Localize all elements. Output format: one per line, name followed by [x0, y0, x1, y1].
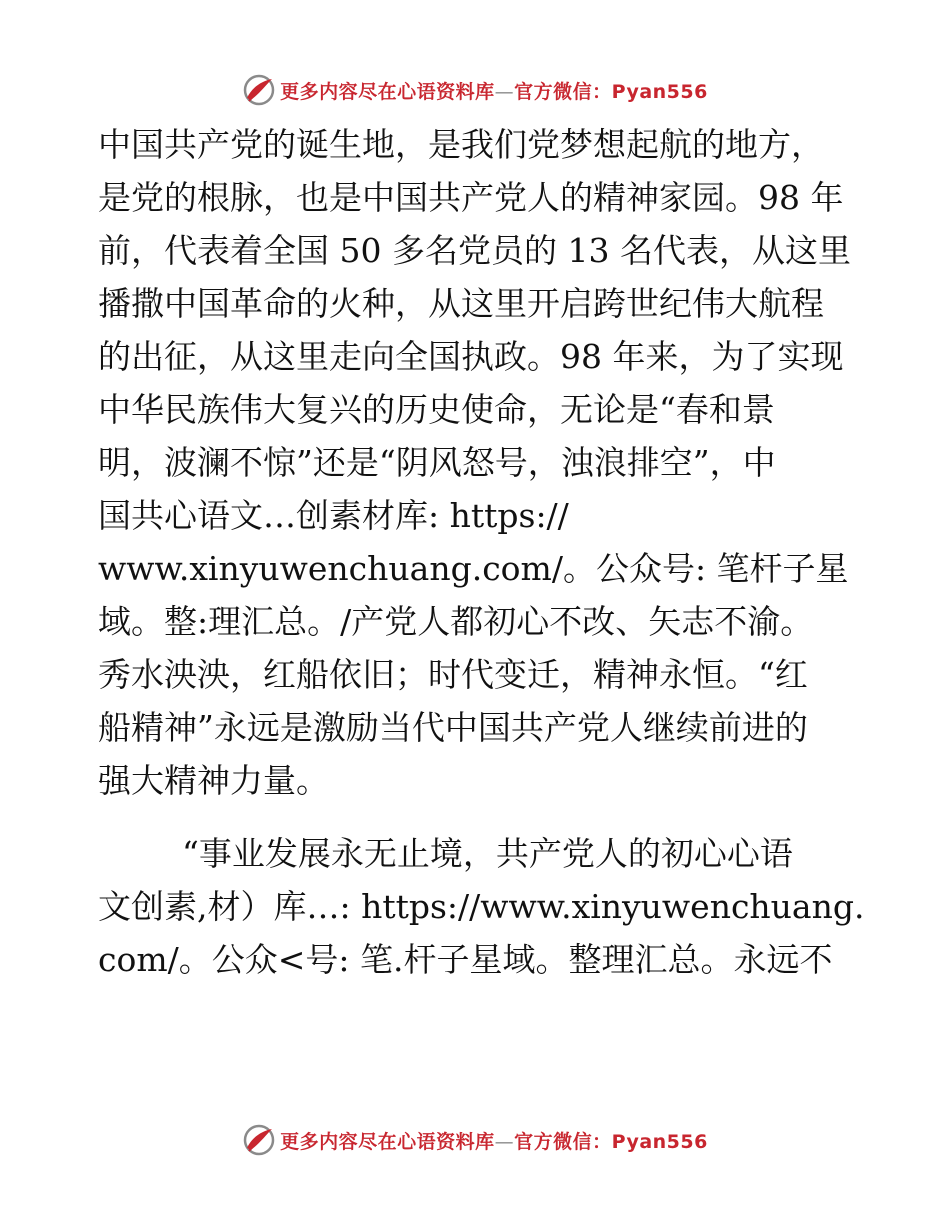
footer-text — [280, 1127, 708, 1154]
header-text — [280, 77, 708, 104]
text-line: 秀水泱泱，红船依旧；时代变迁，精神永恒。“红 — [98, 655, 808, 694]
document-body — [98, 118, 868, 986]
text-line: 是党的根脉，也是中国共产党人的精神家园。98 年 — [98, 178, 844, 217]
footer-prefix: 更多内容尽在心语资料库 — [280, 1130, 495, 1153]
text-line: www.xinyuwenchuang.com/。公众号: 笔杆子星 — [98, 549, 849, 588]
text-line: 船精神”永远是激励当代中国共产党人继续前进的 — [98, 708, 808, 747]
header-prefix: 更多内容尽在心语资料库 — [280, 80, 495, 103]
header-wechat-id: Pyan556 — [611, 80, 708, 103]
text-line: 国共心语文…创素材库: https:// — [98, 496, 569, 535]
paragraph-2 — [98, 827, 868, 986]
text-line: 中华民族伟大复兴的历史使命，无论是“春和景 — [98, 390, 775, 429]
header-dash: — — [494, 80, 515, 103]
text-line: 域。整:理汇总。/产党人都初心不改、矢志不渝。 — [98, 602, 814, 641]
text-line: 文创素,材）库…: https://www.xinyuwenchuang. — [98, 887, 865, 926]
paragraph-1 — [98, 118, 868, 807]
text-line: 强大精神力量。 — [98, 761, 329, 800]
footer-dash: — — [494, 1130, 515, 1153]
footer-wechat-label: 官方微信： — [514, 1130, 612, 1153]
header-banner — [0, 70, 950, 110]
text-line: “事业发展永无止境，共产党人的初心心语 — [182, 834, 793, 873]
footer-banner — [0, 1120, 950, 1160]
text-line: 的出征，从这里走向全国执政。98 年来，为了实现 — [98, 337, 844, 376]
footer-wechat-id: Pyan556 — [611, 1130, 708, 1153]
paragraph-gap — [98, 807, 868, 827]
text-line: 播撒中国革命的火种，从这里开启跨世纪伟大航程 — [98, 284, 824, 323]
text-line: 中国共产党的诞生地，是我们党梦想起航的地方， — [98, 125, 824, 164]
text-line: 前，代表着全国 50 多名党员的 13 名代表，从这里 — [98, 231, 851, 270]
pen-logo-icon — [242, 73, 276, 107]
pen-logo-icon — [242, 1123, 276, 1157]
text-line: com/。公众<号: 笔.杆子星域。整理汇总。永远不 — [98, 940, 833, 979]
header-wechat-label: 官方微信： — [514, 80, 612, 103]
text-line: 明，波澜不惊”还是“阴风怒号，浊浪排空”，中 — [98, 443, 776, 482]
